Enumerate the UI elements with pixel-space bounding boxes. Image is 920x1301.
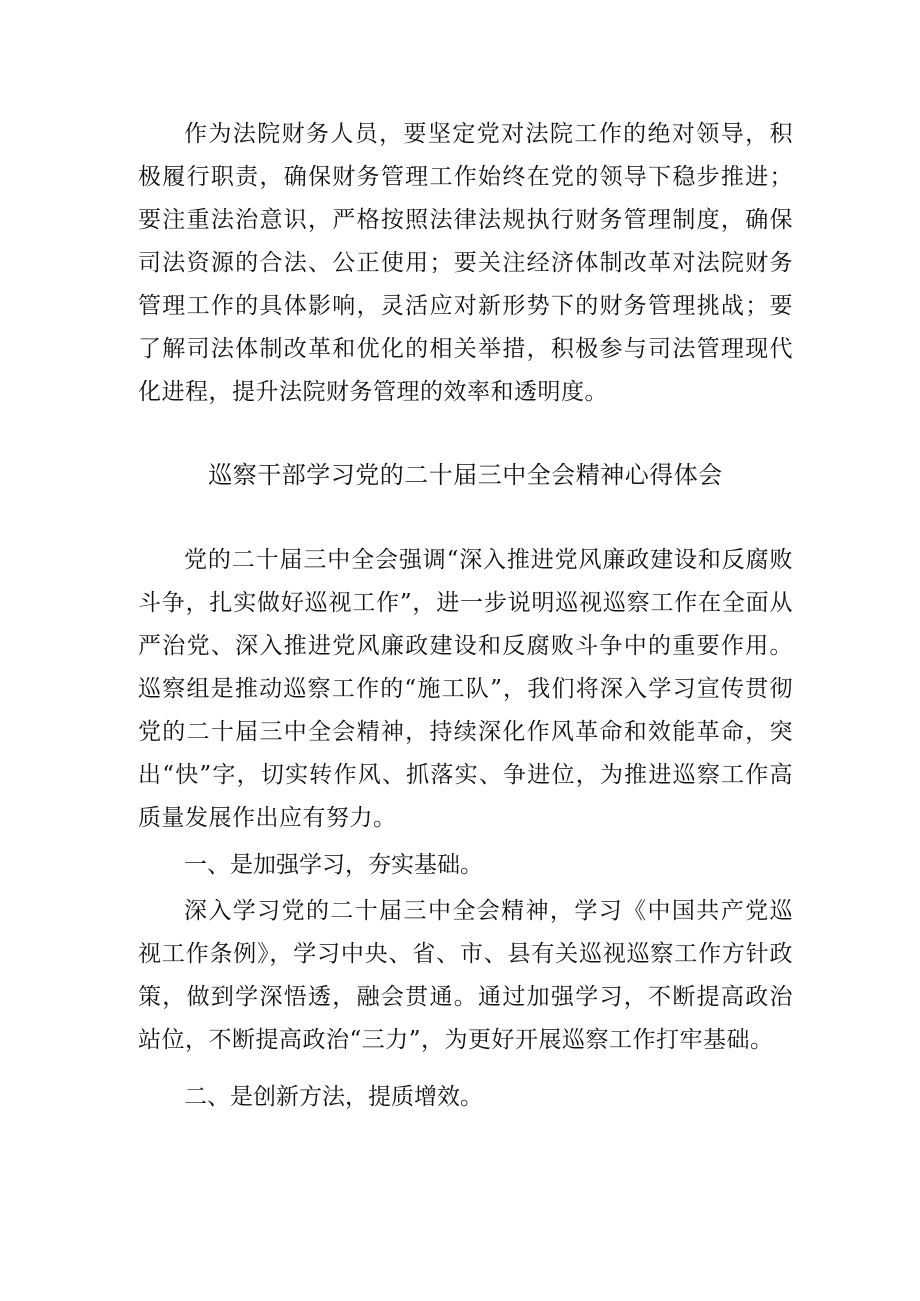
heading-strengthen-study: 一、是加强学习，夯实基础。 [184,852,483,878]
heading-innovate-methods: 二、是创新方法，提质增效。 [184,1084,483,1110]
document-body [138,113,793,1122]
paragraph-intro: 党的二十届三中全会强调“深入推进党风廉政建设和反腐败斗争，扎实做好巡视工作”，进一步说明巡视巡察工作在全面从严治党、深入推进党风廉政建设和反腐败斗争中的重要作用。巡察组是推动巡察工作的“施工队”，我们将深入学习宣传贯彻党的二十届三中全会精神，持续深化作风革命和效能革命，突出“快”字，切实转作风、抓落实、争进位，为推进巡察工作高质量发展作出应有努力。 [138,547,793,831]
section-title: 巡察干部学习党的二十届三中全会精神心得体会 [208,461,723,489]
paragraph-court-finance: 作为法院财务人员，要坚定党对法院工作的绝对领导，积极履行职责，确保财务管理工作始终在党的领导下稳步推进；要注重法治意识，严格按照法律法规执行财务管理制度，确保司法资源的合法、公正使用；要关注经济体制改革对法院财务管理工作的具体影响，灵活应对新形势下的财务管理挑战；要了解司法体制改革和优化的相关举措，积极参与司法管理现代化进程，提升法院财务管理的效率和透明度。 [138,121,793,405]
paragraph-study: 深入学习党的二十届三中全会精神，学习《中国共产党巡视工作条例》，学习中央、省、市、县有关巡视巡察工作方针政策，做到学深悟透，融会贯通。通过加强学习，不断提高政治站位，不断提高政治“三力”，为更好开展巡察工作打牢基础。 [138,898,793,1053]
